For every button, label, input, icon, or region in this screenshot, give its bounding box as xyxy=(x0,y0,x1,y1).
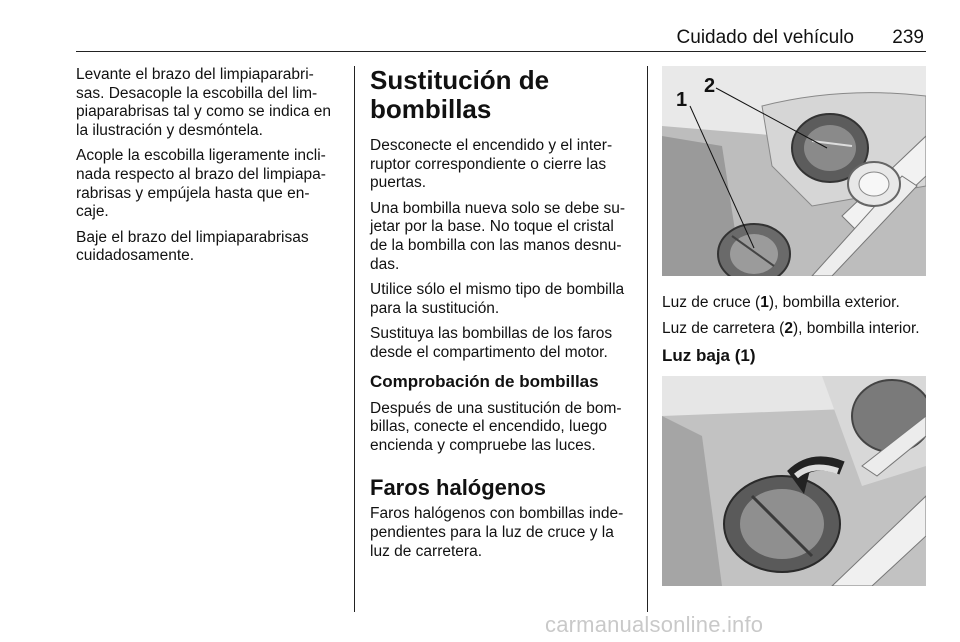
watermark: carmanualsonline.info xyxy=(545,612,764,637)
paragraph: Faros halógenos con bombillas inde-pendientes para la luz de cruce y la luz de carretera. xyxy=(370,505,624,560)
callout-label-2: 2 xyxy=(704,75,716,97)
paragraph: Baje el brazo del limpiaparabrisas cuidadosamente. xyxy=(76,228,309,265)
section-heading-2: Faros halógenos xyxy=(370,475,547,501)
section-heading: Sustitución de bombillas xyxy=(370,65,550,124)
column-middle xyxy=(370,66,635,568)
paragraph: Después de una sustitución de bom-billas, conecte el encendido, luego encienda y compruebe las luces. xyxy=(370,399,622,454)
paragraph: Una bombilla nueva solo se debe su-jetar por la base. No toque el cristal de la bombilla con las manos desnu-das. xyxy=(370,199,626,273)
page-header xyxy=(76,0,926,52)
column-divider xyxy=(647,66,648,612)
paragraph: Levante el brazo del limpiaparabri-sas. Desacople la escobilla del lim-piaparabrisas tal y como se indica en la ilustración y desmóntela. xyxy=(76,66,332,139)
caption-high-beam: Luz de carretera (2), bombilla interior. xyxy=(662,319,920,337)
paragraph: Acople la escobilla ligeramente incli-nada respecto al brazo del limpiapa-rabrisas y empújela hasta que en-caje. xyxy=(76,147,326,221)
subsection-heading: Comprobación de bombillas xyxy=(370,371,599,391)
column-left xyxy=(76,66,340,273)
subsection-heading: Luz baja (1) xyxy=(662,346,756,366)
page-number: 239 xyxy=(892,27,924,48)
caption-low-beam: Luz de cruce (1), bombilla exterior. xyxy=(662,294,900,311)
column-right xyxy=(662,66,926,586)
column-divider xyxy=(354,66,355,612)
section-title: Cuidado del vehículo xyxy=(676,27,854,48)
callout-label-1: 1 xyxy=(676,89,688,111)
paragraph: Desconecte el encendido y el inter-ruptor correspondiente o cierre las puertas. xyxy=(370,137,613,192)
engine-bay-photo-1 xyxy=(662,66,926,276)
paragraph: Utilice sólo el mismo tipo de bombilla para la sustitución. xyxy=(370,281,625,317)
engine-bay-photo-2 xyxy=(662,376,926,586)
paragraph: Sustituya las bombillas de los faros desde el compartimento del motor. xyxy=(370,325,613,361)
